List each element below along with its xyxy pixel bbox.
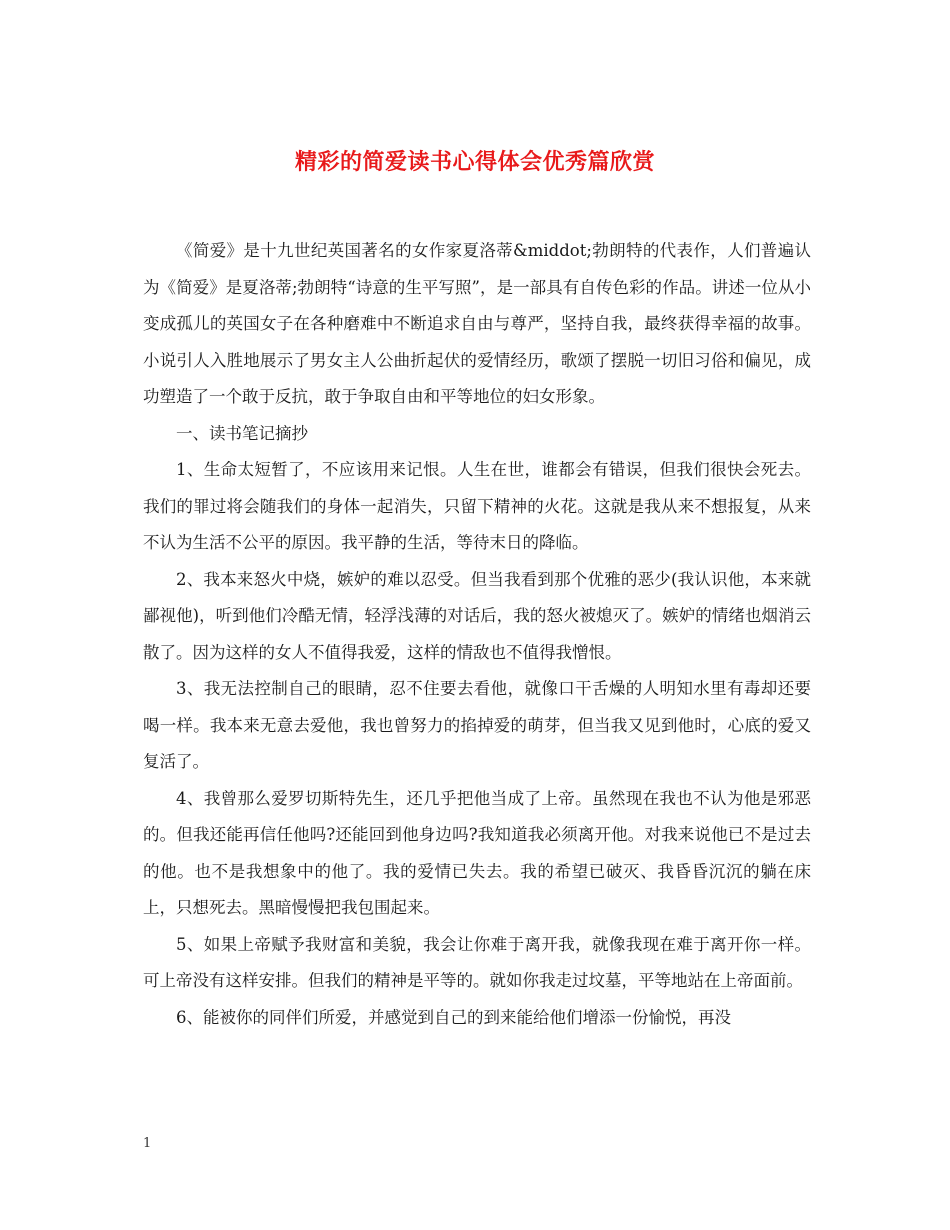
document-title: 精彩的简爱读书心得体会优秀篇欣赏 xyxy=(294,148,655,175)
excerpt-paragraph-4: 4、我曾那么爱罗切斯特先生，还几乎把他当成了上帝。虽然现在我也不认为他是邪恶的。但我还能再信任他吗?还能回到他身边吗?我知道我必须离开他。对我来说他已不是过去的他。也不是我想象中的他了。我的爱情已失去。我的希望已破灭、我昏昏沉沉的躺在床上，只想死去。黑暗慢慢把我包围起来。 xyxy=(143,788,811,917)
excerpt-paragraph-5: 5、如果上帝赋予我财富和美貌，我会让你难于离开我，就像我现在难于离开你一样。可上帝没有这样安排。但我们的精神是平等的。就如你我走过坟墓，平等地站在上帝面前。 xyxy=(143,934,811,990)
document-body xyxy=(143,233,811,1036)
excerpt-paragraph-6: 6、能被你的同伴们所爱，并感觉到自己的到来能给他们增添一份愉悦，再没 xyxy=(176,1007,731,1027)
section-heading: 一、读书笔记摘抄 xyxy=(176,423,308,443)
page-number: 1 xyxy=(143,1136,152,1151)
excerpt-paragraph-3: 3、我无法控制自己的眼睛，忍不住要去看他，就像口干舌燥的人明知水里有毒却还要喝一样。我本来无意去爱他，我也曾努力的掐掉爱的萌芽，但当我又见到他时，心底的爱又复活了。 xyxy=(143,679,811,771)
excerpt-paragraph-1: 1、生命太短暂了，不应该用来记恨。人生在世，谁都会有错误，但我们很快会死去。我们的罪过将会随我们的身体一起消失，只留下精神的火花。这就是我从来不想报复，从来不认为生活不公平的原因。我平静的生活，等待末日的降临。 xyxy=(143,460,811,552)
excerpt-paragraph-2: 2、我本来怒火中烧，嫉妒的难以忍受。但当我看到那个优雅的恶少(我认识他，本来就鄙视他)，听到他们冷酷无情，轻浮浅薄的对话后，我的怒火被熄灭了。嫉妒的情绪也烟消云散了。因为这样的女人不值得我爱，这样的情敌也不值得我憎恨。 xyxy=(143,569,811,662)
intro-paragraph: 《简爱》是十九世纪英国著名的女作家夏洛蒂&middot;勃朗特的代表作，人们普遍认为《简爱》是夏洛蒂;勃朗特“诗意的生平写照”，是一部具有自传色彩的作品。讲述一位从小变成孤儿的英国女子在各种磨难中不断追求自由与尊严，坚持自我，最终获得幸福的故事。小说引人入胜地展示了男女主人公曲折起伏的爱情经历，歌颂了摆脱一切旧习俗和偏见，成功塑造了一个敢于反抗，敢于争取自由和平等地位的妇女形象。 xyxy=(143,241,811,406)
